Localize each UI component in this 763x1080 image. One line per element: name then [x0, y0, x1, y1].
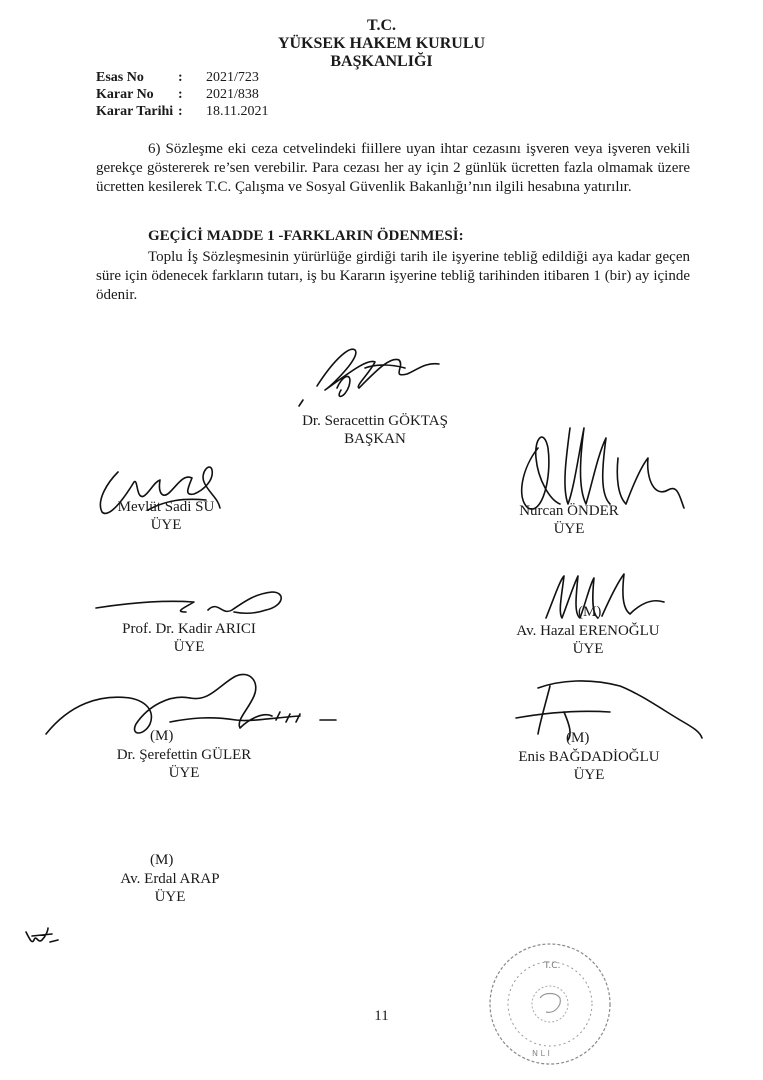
meta-decision-no	[96, 87, 259, 103]
signatory-role: ÜYE	[173, 639, 205, 655]
guler-signature	[40, 664, 340, 748]
meta-sep: :	[178, 104, 183, 119]
signatory-name: Av. Hazal ERENOĞLU	[516, 623, 660, 639]
arap-mark: (M)	[150, 852, 174, 868]
arici-signature-block	[104, 620, 274, 656]
meta-label: Esas No	[96, 70, 144, 85]
meta-label: Karar Tarihi	[96, 104, 174, 119]
meta-value: 18.11.2021	[206, 104, 269, 119]
bagdadioglu-mark: (M)	[566, 730, 590, 746]
su-signature-block	[100, 498, 232, 534]
signatory-role: ÜYE	[154, 889, 186, 905]
signatory-role: ÜYE	[168, 765, 200, 781]
header-tc: T.C.	[366, 17, 397, 34]
guler-mark: (M)	[150, 728, 174, 744]
president-signature-block	[290, 412, 460, 448]
signatory-name: Prof. Dr. Kadir ARICI	[122, 621, 256, 637]
signatory-role: ÜYE	[553, 521, 585, 537]
meta-sep: :	[178, 70, 183, 85]
erenoglu-signature-block	[500, 622, 676, 658]
signatory-name: Dr. Seracettin GÖKTAŞ	[302, 413, 448, 429]
signatory-name: Mevlüt Sadi SU	[117, 499, 215, 515]
header-presidency: BAŞKANLIĞI	[330, 53, 433, 70]
erenoglu-mark: (M)	[578, 604, 602, 620]
guler-signature-block	[108, 746, 260, 782]
temp-article-heading: GEÇİCİ MADDE 1 -FARKLARIN ÖDENMESİ:	[148, 228, 464, 244]
svg-text:T.C.: T.C.	[544, 961, 561, 971]
erenoglu-signature	[540, 568, 670, 628]
signatory-name: Dr. Şerefettin GÜLER	[116, 747, 252, 763]
temp-article-text: Toplu İş Sözleşmesinin yürürlüğe girdiği tarih ile işyerine tebliğ edildiği aya kadar geçen süre için ödenecek farkların tutarı, iş bu Kararın işyerine tebliğ tarihinden itibaren 1 (bir) ay içinde ödenir.	[96, 249, 690, 303]
paragraph-6: 6) Sözleşme eki ceza cetvelindeki fiillere uyan ihtar cezasını işveren veya işveren vekili gerekçe göstererek re’sen verebilir. Para cezası her ay için 2 günlük ücretten fazla olmamak üzere ücretten kesilerek T.C. Çalışma ve Sosyal Güvenlik Bakanlığı’nın ilgili hesabına yatırılır.	[96, 141, 690, 195]
arap-signature-block	[108, 870, 232, 906]
meta-value: 2021/838	[206, 87, 259, 102]
bagdadioglu-signature	[510, 672, 710, 744]
president-signature	[295, 328, 445, 418]
bagdadioglu-signature-block	[508, 748, 670, 784]
onder-signature-block	[510, 502, 628, 538]
meta-sep: :	[178, 87, 183, 102]
meta-label: Karar No	[96, 87, 154, 102]
signatory-role: BAŞKAN	[344, 431, 406, 447]
signatory-role: ÜYE	[150, 517, 182, 533]
signatory-role: ÜYE	[573, 767, 605, 783]
signatory-name: Nurcan ÖNDER	[519, 503, 619, 519]
meta-case-no	[96, 70, 259, 86]
svg-text:N L I: N L I	[532, 1049, 550, 1058]
page-number: 11	[374, 1008, 389, 1024]
signatory-name: Av. Erdal ARAP	[120, 871, 220, 887]
signatory-name: Enis BAĞDADİOĞLU	[518, 749, 660, 765]
meta-value: 2021/723	[206, 70, 259, 85]
meta-decision-date	[96, 104, 268, 120]
official-stamp	[484, 938, 616, 1070]
header-institution: YÜKSEK HAKEM KURULU	[277, 35, 486, 52]
signatory-role: ÜYE	[572, 641, 604, 657]
initials-mark	[22, 924, 62, 950]
